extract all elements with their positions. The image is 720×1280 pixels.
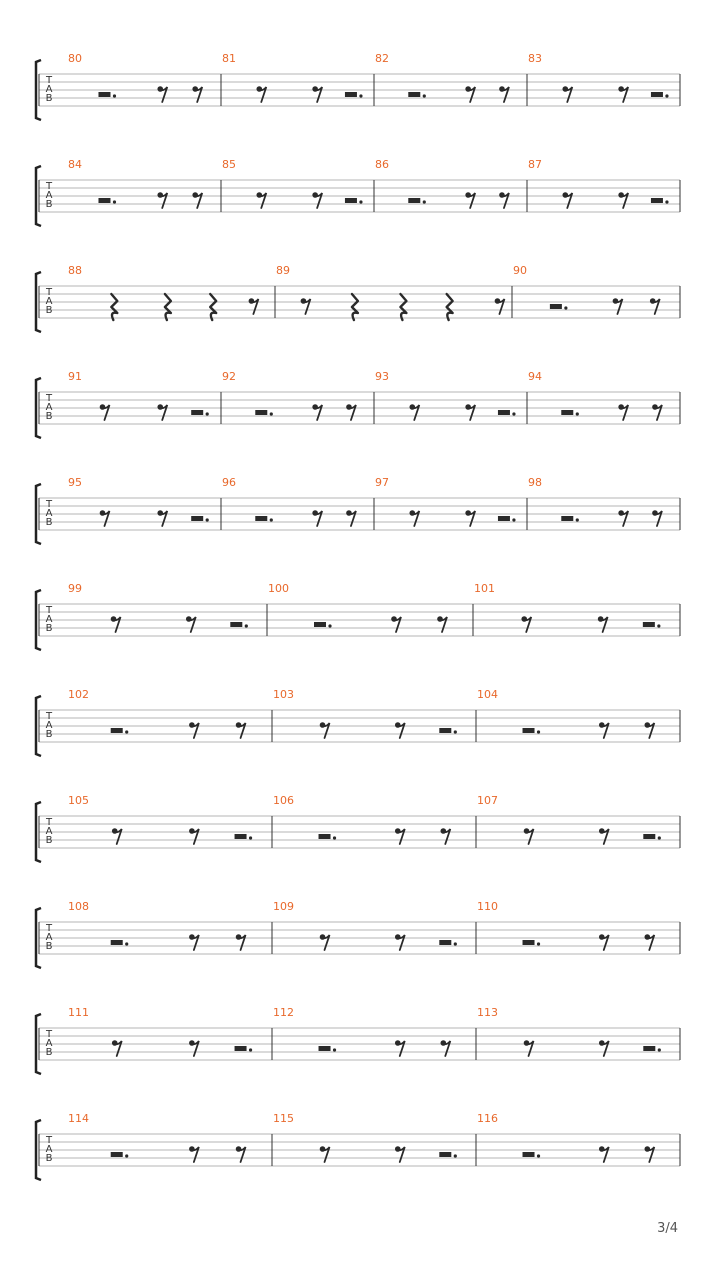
tab-clef-letter: B — [45, 199, 53, 210]
eighth-rest — [441, 828, 451, 844]
eighth-rest — [189, 934, 199, 950]
eighth-rest — [599, 1040, 609, 1056]
eighth-rest — [599, 934, 609, 950]
tab-system — [36, 370, 680, 438]
dotted-half-rest — [643, 834, 661, 840]
eighth-rest — [599, 828, 609, 844]
measure-number: 82 — [375, 52, 389, 65]
tab-clef-letter: A — [45, 932, 53, 943]
measure-number: 91 — [68, 370, 82, 383]
eighth-rest — [112, 828, 122, 844]
measure-number: 85 — [222, 158, 236, 171]
measure-number: 104 — [477, 688, 498, 701]
tab-clef-letter: B — [45, 1047, 53, 1058]
eighth-rest — [157, 192, 167, 208]
tab-clef-letter: T — [45, 75, 53, 86]
measure-number: 115 — [273, 1112, 294, 1125]
eighth-rest — [395, 1040, 405, 1056]
tab-system — [36, 900, 680, 968]
eighth-rest — [395, 1146, 405, 1162]
dotted-half-rest — [98, 92, 116, 98]
measure-number: 99 — [68, 582, 82, 595]
measure — [68, 264, 275, 320]
eighth-rest — [499, 192, 509, 208]
eighth-rest — [256, 192, 266, 208]
dotted-half-rest — [191, 410, 209, 416]
quarter-rest — [111, 294, 117, 320]
eighth-rest — [652, 510, 662, 526]
eighth-rest — [618, 192, 628, 208]
eighth-rest — [524, 1040, 534, 1056]
dotted-half-rest — [111, 940, 129, 946]
eighth-rest — [189, 828, 199, 844]
measure-number: 113 — [477, 1006, 498, 1019]
quarter-rest — [165, 294, 171, 320]
eighth-rest — [111, 616, 121, 632]
dotted-half-rest — [255, 516, 273, 522]
measure-number: 103 — [273, 688, 294, 701]
measure-number: 84 — [68, 158, 82, 171]
tab-clef-letter: B — [45, 941, 53, 952]
measure-number: 110 — [477, 900, 498, 913]
tab-clef-letter: B — [45, 1153, 53, 1164]
dotted-half-rest — [230, 622, 248, 628]
dotted-half-rest — [111, 1152, 129, 1158]
measure-number: 88 — [68, 264, 82, 277]
page-number: 3/4 — [657, 1221, 678, 1236]
eighth-rest — [562, 192, 572, 208]
eighth-rest — [320, 934, 330, 950]
eighth-rest — [465, 510, 475, 526]
tab-clef-letter: A — [45, 296, 53, 307]
dotted-half-rest — [345, 92, 363, 98]
measure-number: 83 — [528, 52, 542, 65]
eighth-rest — [465, 86, 475, 102]
tab-clef-letter: T — [45, 181, 53, 192]
measure-number: 96 — [222, 476, 236, 489]
tab-system — [36, 688, 680, 756]
eighth-rest — [312, 86, 322, 102]
eighth-rest — [189, 1040, 199, 1056]
measure-number: 105 — [68, 794, 89, 807]
eighth-rest — [391, 616, 401, 632]
tab-clef-letter: T — [45, 1029, 53, 1040]
measure-number: 101 — [474, 582, 495, 595]
dotted-half-rest — [439, 1152, 457, 1158]
eighth-rest — [192, 86, 202, 102]
eighth-rest — [465, 404, 475, 420]
tab-system — [36, 158, 680, 226]
measure-number: 100 — [268, 582, 289, 595]
eighth-rest — [652, 404, 662, 420]
tab-clef-letter: T — [45, 923, 53, 934]
measure-number: 108 — [68, 900, 89, 913]
measure-number: 80 — [68, 52, 82, 65]
tab-clef-letter: A — [45, 190, 53, 201]
measure-number: 111 — [68, 1006, 89, 1019]
tab-clef-letter: A — [45, 84, 53, 95]
eighth-rest — [409, 404, 419, 420]
quarter-rest — [447, 294, 453, 320]
tab-system — [36, 794, 680, 862]
tab-clef-letter: B — [45, 729, 53, 740]
eighth-rest — [312, 192, 322, 208]
eighth-rest — [618, 510, 628, 526]
dotted-half-rest — [408, 92, 426, 98]
tab-clef-letter: B — [45, 411, 53, 422]
dotted-half-rest — [651, 198, 669, 204]
eighth-rest — [157, 86, 167, 102]
eighth-rest — [320, 1146, 330, 1162]
eighth-rest — [524, 828, 534, 844]
dotted-half-rest — [408, 198, 426, 204]
eighth-rest — [598, 616, 608, 632]
eighth-rest — [562, 86, 572, 102]
measure-number: 86 — [375, 158, 389, 171]
tab-clef-letter: T — [45, 287, 53, 298]
measure-number: 95 — [68, 476, 82, 489]
eighth-rest — [346, 404, 356, 420]
eighth-rest — [645, 934, 655, 950]
measure-number: 90 — [513, 264, 527, 277]
eighth-rest — [312, 404, 322, 420]
eighth-rest — [650, 298, 660, 314]
dotted-half-rest — [319, 834, 337, 840]
tab-clef-letter: B — [45, 835, 53, 846]
eighth-rest — [499, 86, 509, 102]
tab-system — [36, 1112, 680, 1180]
dotted-half-rest — [523, 1152, 541, 1158]
eighth-rest — [521, 616, 531, 632]
tab-clef-letter: T — [45, 393, 53, 404]
eighth-rest — [437, 616, 447, 632]
eighth-rest — [613, 298, 623, 314]
measure-number: 92 — [222, 370, 236, 383]
measure-number: 116 — [477, 1112, 498, 1125]
measure-number: 87 — [528, 158, 542, 171]
measure-number: 112 — [273, 1006, 294, 1019]
eighth-rest — [645, 722, 655, 738]
measure-number: 109 — [273, 900, 294, 913]
measure-number: 81 — [222, 52, 236, 65]
tab-clef-letter: B — [45, 305, 53, 316]
tab-system — [36, 1006, 680, 1074]
dotted-half-rest — [561, 516, 579, 522]
dotted-half-rest — [191, 516, 209, 522]
dotted-half-rest — [319, 1046, 337, 1052]
eighth-rest — [618, 86, 628, 102]
measure-number: 107 — [477, 794, 498, 807]
eighth-rest — [236, 1146, 246, 1162]
tab-system — [36, 52, 680, 120]
dotted-half-rest — [498, 410, 516, 416]
tab-clef-letter: A — [45, 508, 53, 519]
quarter-rest — [400, 294, 406, 320]
eighth-rest — [395, 934, 405, 950]
measure-number: 89 — [276, 264, 290, 277]
tab-clef-letter: A — [45, 402, 53, 413]
eighth-rest — [495, 298, 505, 314]
tab-clef-letter: B — [45, 93, 53, 104]
dotted-half-rest — [643, 622, 661, 628]
measure-number: 106 — [273, 794, 294, 807]
eighth-rest — [645, 1146, 655, 1162]
dotted-half-rest — [643, 1046, 661, 1052]
dotted-half-rest — [561, 410, 579, 416]
dotted-half-rest — [235, 834, 253, 840]
eighth-rest — [100, 404, 110, 420]
dotted-half-rest — [523, 728, 541, 734]
eighth-rest — [312, 510, 322, 526]
dotted-half-rest — [98, 198, 116, 204]
tab-clef-letter: A — [45, 1038, 53, 1049]
tab-clef-letter: A — [45, 720, 53, 731]
tab-system — [36, 476, 680, 544]
eighth-rest — [409, 510, 419, 526]
eighth-rest — [618, 404, 628, 420]
tab-clef-letter: T — [45, 711, 53, 722]
eighth-rest — [157, 404, 167, 420]
measure-number: 94 — [528, 370, 542, 383]
tab-system — [36, 264, 680, 332]
measure-number: 114 — [68, 1112, 89, 1125]
eighth-rest — [395, 828, 405, 844]
measure-number: 98 — [528, 476, 542, 489]
quarter-rest — [210, 294, 216, 320]
eighth-rest — [441, 1040, 451, 1056]
eighth-rest — [249, 298, 259, 314]
tab-clef-letter: T — [45, 817, 53, 828]
tab-clef-letter: T — [45, 499, 53, 510]
dotted-half-rest — [498, 516, 516, 522]
dotted-half-rest — [111, 728, 129, 734]
measure-number: 102 — [68, 688, 89, 701]
measure — [276, 264, 512, 320]
eighth-rest — [157, 510, 167, 526]
tab-clef-letter: A — [45, 826, 53, 837]
dotted-half-rest — [550, 304, 568, 310]
eighth-rest — [465, 192, 475, 208]
eighth-rest — [346, 510, 356, 526]
quarter-rest — [352, 294, 358, 320]
dotted-half-rest — [439, 728, 457, 734]
measure-number: 97 — [375, 476, 389, 489]
eighth-rest — [395, 722, 405, 738]
eighth-rest — [599, 722, 609, 738]
eighth-rest — [112, 1040, 122, 1056]
dotted-half-rest — [255, 410, 273, 416]
measure-number: 93 — [375, 370, 389, 383]
eighth-rest — [189, 722, 199, 738]
dotted-half-rest — [651, 92, 669, 98]
tab-system — [36, 582, 680, 650]
eighth-rest — [186, 616, 196, 632]
tab-clef-letter: B — [45, 517, 53, 528]
dotted-half-rest — [235, 1046, 253, 1052]
tab-clef-letter: A — [45, 1144, 53, 1155]
eighth-rest — [599, 1146, 609, 1162]
tab-clef-letter: T — [45, 605, 53, 616]
eighth-rest — [320, 722, 330, 738]
eighth-rest — [192, 192, 202, 208]
dotted-half-rest — [439, 940, 457, 946]
tab-clef-letter: B — [45, 623, 53, 634]
eighth-rest — [301, 298, 311, 314]
dotted-half-rest — [314, 622, 332, 628]
eighth-rest — [236, 722, 246, 738]
tab-clef-letter: T — [45, 1135, 53, 1146]
eighth-rest — [189, 1146, 199, 1162]
tab-clef-letter: A — [45, 614, 53, 625]
dotted-half-rest — [523, 940, 541, 946]
eighth-rest — [236, 934, 246, 950]
eighth-rest — [100, 510, 110, 526]
dotted-half-rest — [345, 198, 363, 204]
eighth-rest — [256, 86, 266, 102]
